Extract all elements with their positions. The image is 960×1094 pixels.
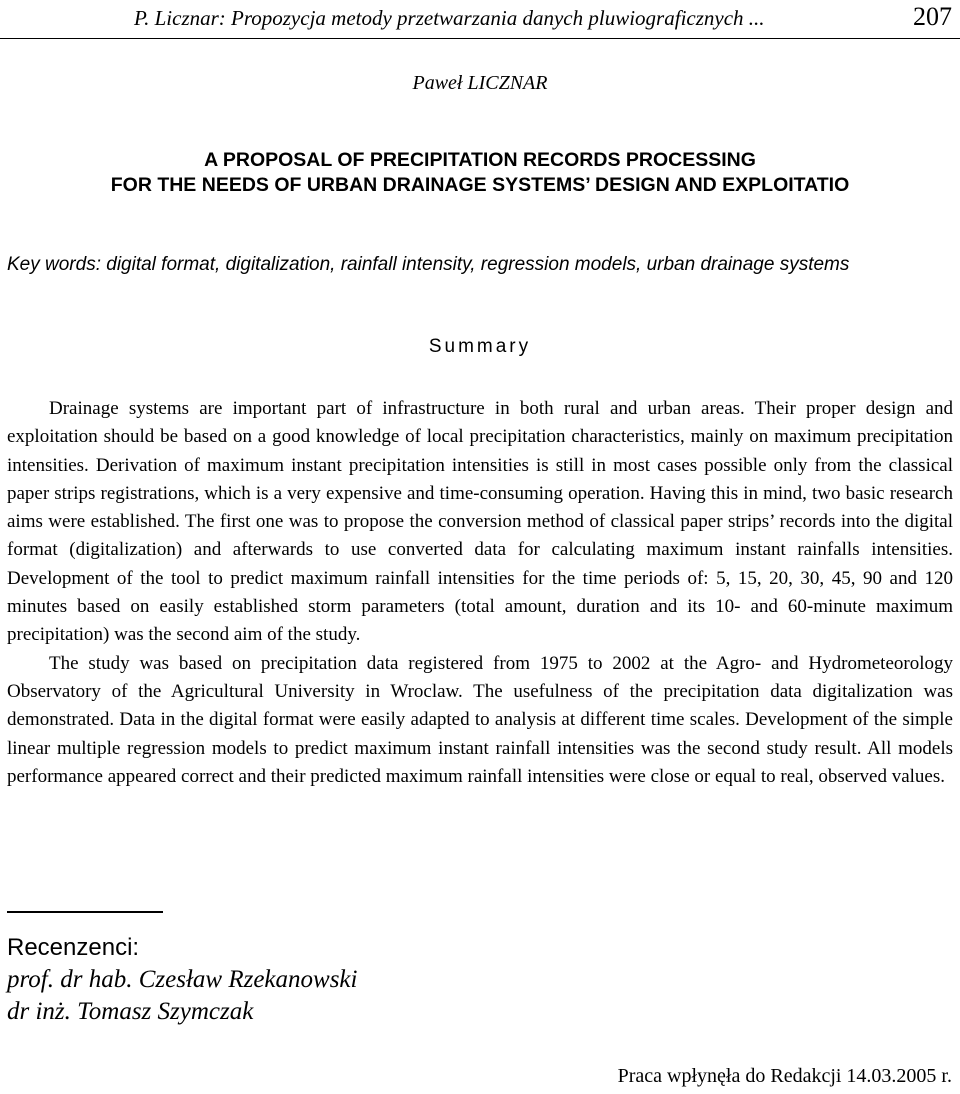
author-name: Paweł LICZNAR xyxy=(412,72,548,94)
paper-title-line-1: A PROPOSAL OF PRECIPITATION RECORDS PROCESSING xyxy=(204,149,756,171)
running-header xyxy=(0,0,960,39)
abstract xyxy=(7,395,953,791)
page-number: 207 xyxy=(913,2,952,31)
keywords: Key words: digital format, digitalization, rainfall intensity, regression models, urban drainage systems xyxy=(7,254,850,275)
paper-title xyxy=(0,148,960,198)
reviewer-name-1: prof. dr hab. Czesław Rzekanowski xyxy=(7,966,358,993)
reviewers xyxy=(7,932,357,1028)
abstract-paragraph-2: The study was based on precipitation data registered from 1975 to 2002 at the Agro- and Hydrometeorology Observatory of the Agricultural University in Wroclaw. The usefulness of the precipitation data digitalization was demonstrated. Data in the digital format were easily adapted to analysis at different time scales. Development of the simple linear multiple regression models to predict maximum instant rainfall intensities was the second study result. All models performance appeared correct and their predicted maximum rainfall intensities were close or equal to real, observed values. xyxy=(7,652,953,787)
paper-title-line-2: FOR THE NEEDS OF URBAN DRAINAGE SYSTEMS’ DESIGN AND EXPLOITATIO xyxy=(110,174,850,196)
received-date: Praca wpłynęła do Redakcji 14.03.2005 r. xyxy=(617,1065,952,1087)
reviewer-name-2: dr inż. Tomasz Szymczak xyxy=(7,998,254,1025)
footnote-rule xyxy=(7,911,163,913)
summary-heading: Summary xyxy=(428,336,532,357)
reviewers-label: Recenzenci: xyxy=(7,934,140,961)
running-title: P. Licznar: Propozycja metody przetwarzania danych pluwiograficznych ... xyxy=(134,6,765,30)
abstract-paragraph-1: Drainage systems are important part of infrastructure in both rural and urban areas. Their proper design and exploitation should be based on a good knowledge of local precipitation characteristics, mainly on maximum precipitation intensities. Derivation of maximum instant precipitation intensities is still in most cases possible only from the classical paper strips registrations, which is a very expensive and time-consuming operation. Having this in mind, two basic research aims were established. The first one was to propose the conversion method of classical paper strips’ records into the digital format (digitalization) and afterwards to use converted data for calculating maximum instant rainfalls intensities. Development of the tool to predict maximum rainfall intensities for the time periods of: 5, 15, 20, 30, 45, 90 and 120 minutes based on easily established storm parameters (total amount, duration and its 10- and 60-minute maximum precipitation) was the second aim of the study. xyxy=(7,398,953,646)
